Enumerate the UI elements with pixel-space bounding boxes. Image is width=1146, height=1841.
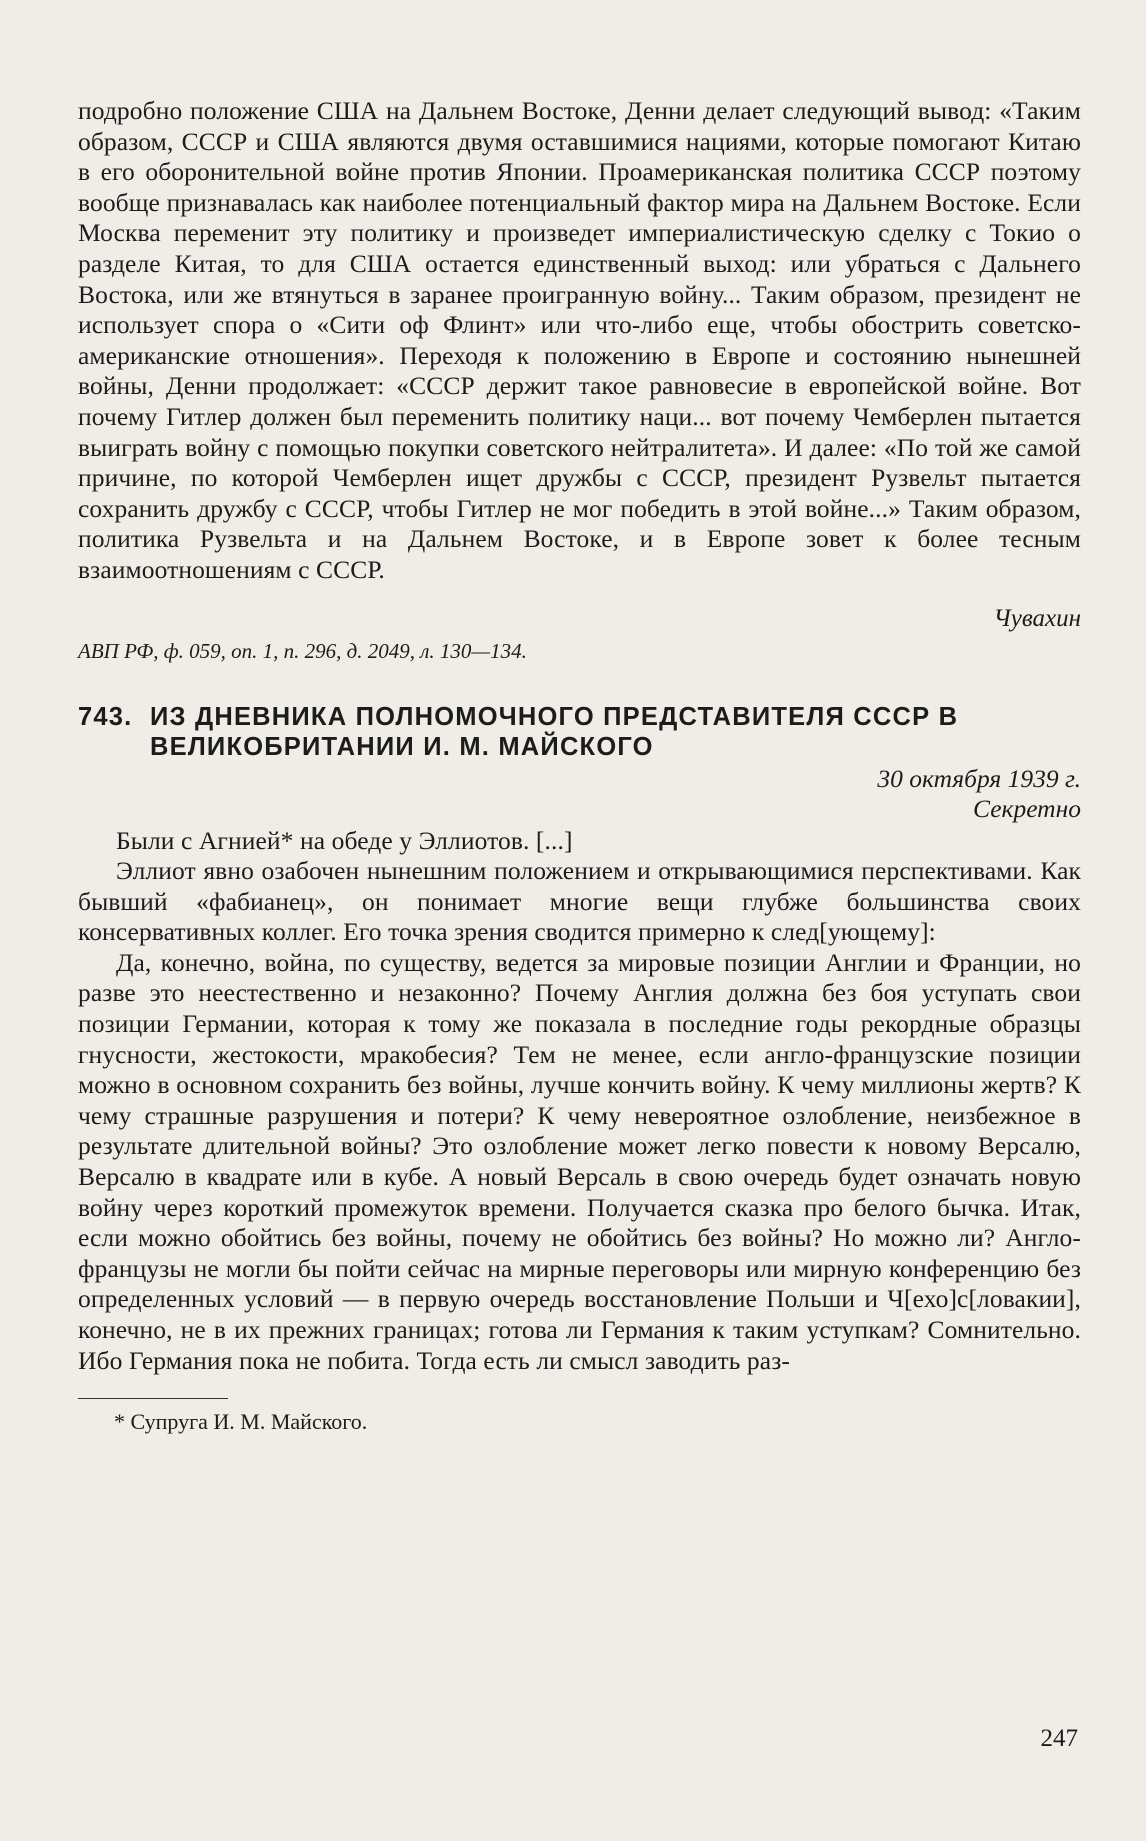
document-heading <box>78 702 1081 762</box>
document-number: 743. <box>78 702 133 731</box>
page-number: 247 <box>1040 1725 1078 1752</box>
document-classification: Секретно <box>973 793 1081 823</box>
archive-source: АВП РФ, ф. 059, оп. 1, п. 296, д. 2049, л. 130—134. <box>78 638 527 663</box>
footnote: * Супруга И. М. Майского. <box>114 1409 368 1435</box>
body-paragraph: Да, конечно, война, по существу, ведется за мировые позиции Англии и Франции, но разве это неестественно и незаконно? Почему Англия должна без боя уступать свои позиции Германии, которая к тому же показала в последние годы рекордные образцы гнусности, жестокости, мракобесия? Тем не менее, если англо-французские позиции можно в основном сохранить без войны, лучше кончить войну. К чему миллионы жертв? К чему страшные разрушения и потери? К чему невероятное озлобление, неизбежное в результате длительной войны? Это озлобление может легко повести к новому Версалю, Версалю в квадрате или в кубе. А новый Версаль в свою очередь будет означать новую войну через короткий промежуток времени. Получается сказка про белого бычка. Итак, если можно обойтись без войны, почему не обойтись без войны? Но можно ли? Англо-французы не могли бы пойти сейчас на мирные переговоры или мирную конференцию без определенных условий — в первую очередь восстановление Польши и Ч[ехо]с[ловакии], конечно, не в их прежних границах; готова ли Германия к таким уступкам? Сомнительно. Ибо Германия пока не побита. Тогда есть ли смысл заводить раз- <box>78 947 1081 1375</box>
document-title: ИЗ ДНЕВНИКА ПОЛНОМОЧНОГО ПРЕДСТАВИТЕЛЯ СССР В ВЕЛИКОБРИТАНИИ И. М. МАЙСКОГО <box>150 702 959 761</box>
body-paragraph: Эллиот явно озабочен нынешним положением и открывающимися перспективами. Как бывший «фабианец», он понимает многие вещи глубже большинства своих консервативных коллег. Его точка зрения сводится примерно к след[ующему]: <box>78 856 1081 947</box>
author-signature: Чувахин <box>993 604 1081 632</box>
footnote-divider <box>78 1398 228 1399</box>
intro-paragraph: подробно положение США на Дальнем Востоке, Денни делает следующий вывод: «Таким образом, СССР и США являются двумя оставшимися нациями, которые помогают Китаю в его оборонительной войне против Японии. Проамериканская политика СССР поэтому вообще признавалась как наиболее потенциальный фактор мира на Дальнем Востоке. Если Москва переменит эту политику и произведет империалистическую сделку с Токио о разделе Китая, то для США остается единственный выход: или убраться с Дальнего Востока, или же втянуться в заранее проигранную войну... Таким образом, президент не использует спора о «Сити оф Флинт» или что-либо еще, чтобы обострить советско-американские отношения». Переходя к положению в Европе и состоянию нынешней войны, Денни продолжает: «СССР держит такое равновесие в европейской войне. Вот почему Гитлер должен был переменить политику наци... вот почему Чемберлен пытается выиграть войну с помощью покупки советского нейтралитета». И далее: «По той же самой причине, по которой Чемберлен ищет дружбы с СССР, президент Рузвельт пытается сохранить дружбу с СССР, чтобы Гитлер не мог победить в этой войне...» Таким образом, политика Рузвельта и на Дальнем Востоке, и в Европе зовет к более тесным взаимоотношениям с СССР. <box>78 96 1081 584</box>
body-paragraph: Были с Агнией* на обеде у Эллиотов. [...] <box>116 825 573 855</box>
document-date: 30 октября 1939 г. <box>877 763 1081 793</box>
page-content <box>78 96 1081 1437</box>
